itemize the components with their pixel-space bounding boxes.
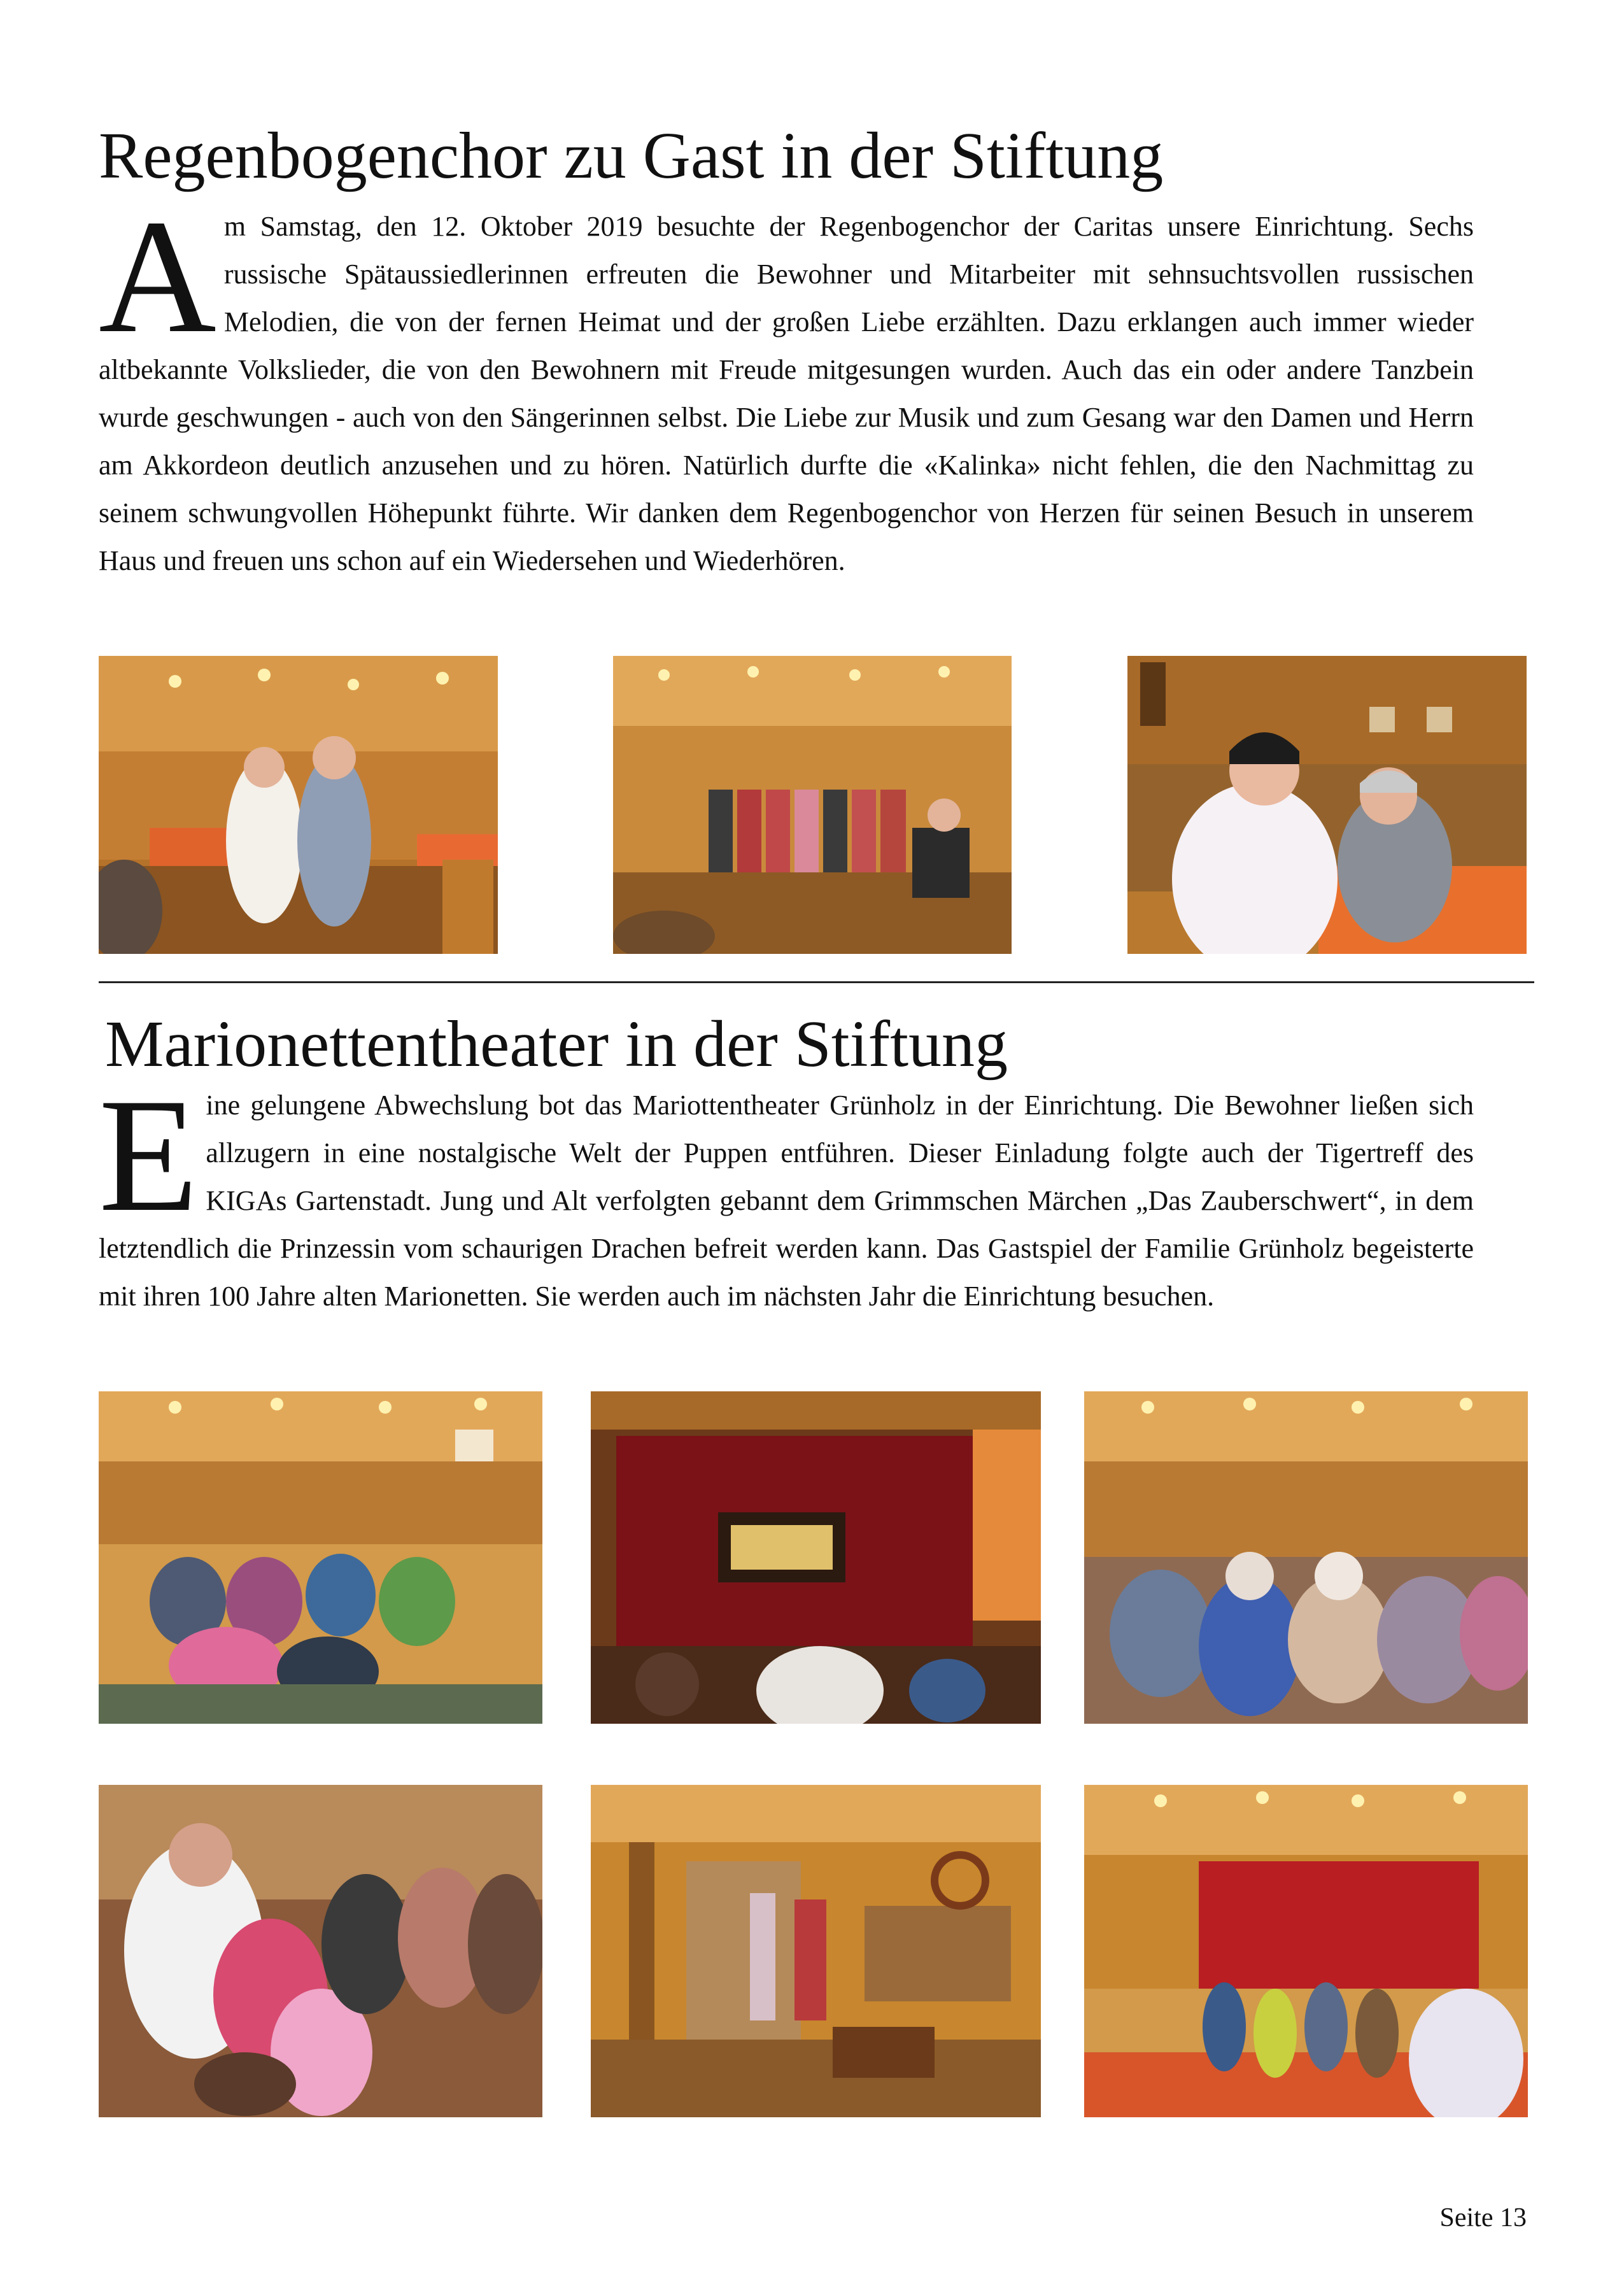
photo-dancing-couple bbox=[99, 656, 498, 954]
article-title-marionettentheater: Marionettentheater in der Stiftung bbox=[105, 1007, 1008, 1081]
article-body-marionettentheater bbox=[99, 1065, 1474, 1320]
article-body-regenbogenchor bbox=[99, 187, 1474, 585]
article-text: m Samstag, den 12. Oktober 2019 besuchte der Regenbogenchor der Caritas unsere Einrichtung. Sechs russische Spätaussiedlerinnen erfreuten die Bewohner und Mitarbeiter mit sehnsuchtsvollen russischen Melodien, die von der fernen Heimat und der großen Liebe erzählten. Dazu erklangen auch immer wieder altbekannte Volkslieder, die von den Bewohnern mit Freude mitgesungen wurden. Auch das ein oder andere Tanzbein wurde geschwungen - auch von den Sängerinnen selbst. Die Liebe zur Musik und zum Gesang war den Damen und Herrn am Akkordeon deutlich anzusehen und zu hören. Natürlich durfte die «Kalinka» nicht fehlen, die den Nachmittag zu seinem schwungvollen Höhepunkt führte. Wir danken dem Regenbogenchor von Herzen für seinen Besuch in unserem Haus und freuen uns schon auf ein Wiedersehen und Wiederhören. bbox=[99, 211, 1474, 576]
photo-puppet-collection bbox=[591, 1785, 1041, 2117]
drop-cap: E bbox=[99, 1065, 199, 1246]
article-text: ine gelungene Abwechslung bot das Mariottentheater Grünholz in der Einrichtung. Die Bewohner ließen sich allzugern in eine nostalgische Welt der Puppen entführen. Dieser Einladung folgte auch der Tigertreff des KIGAs Gartenstadt. Jung und Alt verfolgten gebannt dem Grimmschen Märchen „Das Zauberschwert“, in dem letztendlich die Prinzessin vom schaurigen Drachen befreit werden kann. Das Gastspiel der Familie Grünholz begeisterte mit ihren 100 Jahre alten Marionetten. Sie werden auch im nächsten Jahr die Einrichtung besuchen. bbox=[99, 1090, 1474, 1312]
photo-children-on-stage bbox=[1084, 1785, 1528, 2117]
photo-puppet-stage bbox=[591, 1391, 1041, 1724]
article-title-regenbogenchor: Regenbogenchor zu Gast in der Stiftung bbox=[99, 119, 1164, 192]
section-divider bbox=[99, 981, 1534, 983]
photo-choir-singing bbox=[613, 656, 1012, 954]
photo-residents-audience bbox=[1084, 1391, 1528, 1724]
photo-residents-with-costume bbox=[99, 1785, 542, 2117]
drop-cap: A bbox=[99, 187, 216, 367]
photo-children-on-floor bbox=[99, 1391, 542, 1724]
page-number: Seite 13 bbox=[1439, 2203, 1527, 2233]
photo-caregiver-resident bbox=[1127, 656, 1527, 954]
